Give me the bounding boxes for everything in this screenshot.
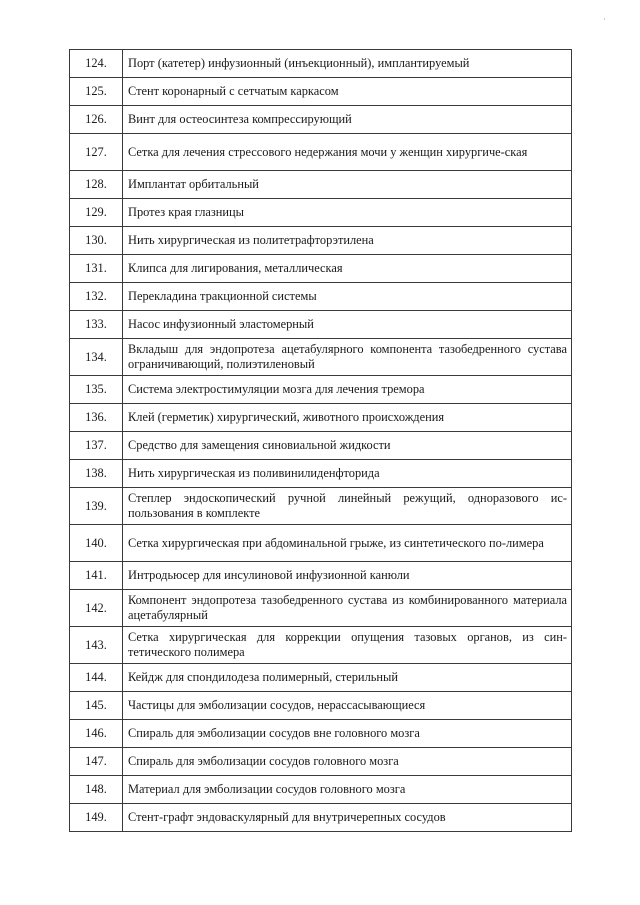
row-number: 135. [70, 376, 123, 404]
row-number: 139. [70, 488, 123, 525]
table-row [70, 776, 572, 804]
table-row [70, 460, 572, 488]
table-row [70, 804, 572, 832]
row-item-name: Насос инфузионный эластомерный [123, 311, 572, 339]
items-table-body [70, 50, 572, 832]
row-item-name: Система электростимуляции мозга для лечения тремора [123, 376, 572, 404]
table-row [70, 255, 572, 283]
table-row [70, 50, 572, 78]
table-row [70, 748, 572, 776]
row-item-name: Спираль для эмболизации сосудов вне головного мозга [123, 720, 572, 748]
row-item-name: Стент-графт эндоваскулярный для внутричерепных сосудов [123, 804, 572, 832]
row-item-name: Сетка для лечения стрессового недержания мочи у женщин хирургиче-ская [123, 134, 572, 171]
table-row [70, 283, 572, 311]
row-number: 141. [70, 562, 123, 590]
table-row [70, 720, 572, 748]
table-row [70, 78, 572, 106]
row-number: 136. [70, 404, 123, 432]
table-row [70, 525, 572, 562]
row-item-name: Материал для эмболизации сосудов головного мозга [123, 776, 572, 804]
row-number: 125. [70, 78, 123, 106]
row-number: 142. [70, 590, 123, 627]
table-row [70, 488, 572, 525]
table-row [70, 376, 572, 404]
row-item-name: Компонент эндопротеза тазобедренного сустава из комбинированного материала ацетабулярный [123, 590, 572, 627]
table-row [70, 432, 572, 460]
row-item-name: Интродьюсер для инсулиновой инфузионной канюли [123, 562, 572, 590]
row-number: 134. [70, 339, 123, 376]
row-number: 149. [70, 804, 123, 832]
row-number: 133. [70, 311, 123, 339]
table-row [70, 171, 572, 199]
items-table [69, 49, 572, 832]
table-row [70, 562, 572, 590]
row-item-name: Клипса для лигирования, металлическая [123, 255, 572, 283]
row-number: 128. [70, 171, 123, 199]
row-item-name: Сетка хирургическая при абдоминальной грыже, из синтетического по-лимера [123, 525, 572, 562]
row-number: 138. [70, 460, 123, 488]
row-number: 132. [70, 283, 123, 311]
row-number: 129. [70, 199, 123, 227]
corner-mark: · [603, 14, 606, 24]
row-number: 143. [70, 627, 123, 664]
table-row [70, 692, 572, 720]
row-item-name: Протез края глазницы [123, 199, 572, 227]
row-item-name: Имплантат орбитальный [123, 171, 572, 199]
table-row [70, 404, 572, 432]
row-number: 145. [70, 692, 123, 720]
row-item-name: Спираль для эмболизации сосудов головного мозга [123, 748, 572, 776]
row-number: 147. [70, 748, 123, 776]
row-number: 124. [70, 50, 123, 78]
row-number: 148. [70, 776, 123, 804]
table-row [70, 627, 572, 664]
row-item-name: Нить хирургическая из поливинилиденфторида [123, 460, 572, 488]
row-item-name: Перекладина тракционной системы [123, 283, 572, 311]
row-item-name: Порт (катетер) инфузионный (инъекционный), имплантируемый [123, 50, 572, 78]
row-number: 130. [70, 227, 123, 255]
table-row [70, 227, 572, 255]
table-row [70, 134, 572, 171]
row-item-name: Клей (герметик) хирургический, животного происхождения [123, 404, 572, 432]
table-row [70, 590, 572, 627]
table-row [70, 339, 572, 376]
row-item-name: Частицы для эмболизации сосудов, нерассасывающиеся [123, 692, 572, 720]
row-item-name: Винт для остеосинтеза компрессирующий [123, 106, 572, 134]
row-item-name: Степлер эндоскопический ручной линейный режущий, одноразового ис-пользования в комплекте [123, 488, 572, 525]
row-number: 137. [70, 432, 123, 460]
row-number: 131. [70, 255, 123, 283]
row-number: 146. [70, 720, 123, 748]
table-row [70, 311, 572, 339]
row-item-name: Кейдж для спондилодеза полимерный, стерильный [123, 664, 572, 692]
table-row [70, 664, 572, 692]
row-item-name: Средство для замещения синовиальной жидкости [123, 432, 572, 460]
row-item-name: Сетка хирургическая для коррекции опущения тазовых органов, из син-тетического полимера [123, 627, 572, 664]
row-number: 126. [70, 106, 123, 134]
row-number: 127. [70, 134, 123, 171]
table-row [70, 199, 572, 227]
row-item-name: Вкладыш для эндопротеза ацетабулярного компонента тазобедренного сустава ограничивающий, полиэтиленовый [123, 339, 572, 376]
row-item-name: Стент коронарный с сетчатым каркасом [123, 78, 572, 106]
table-row [70, 106, 572, 134]
row-item-name: Нить хирургическая из политетрафторэтилена [123, 227, 572, 255]
row-number: 144. [70, 664, 123, 692]
row-number: 140. [70, 525, 123, 562]
